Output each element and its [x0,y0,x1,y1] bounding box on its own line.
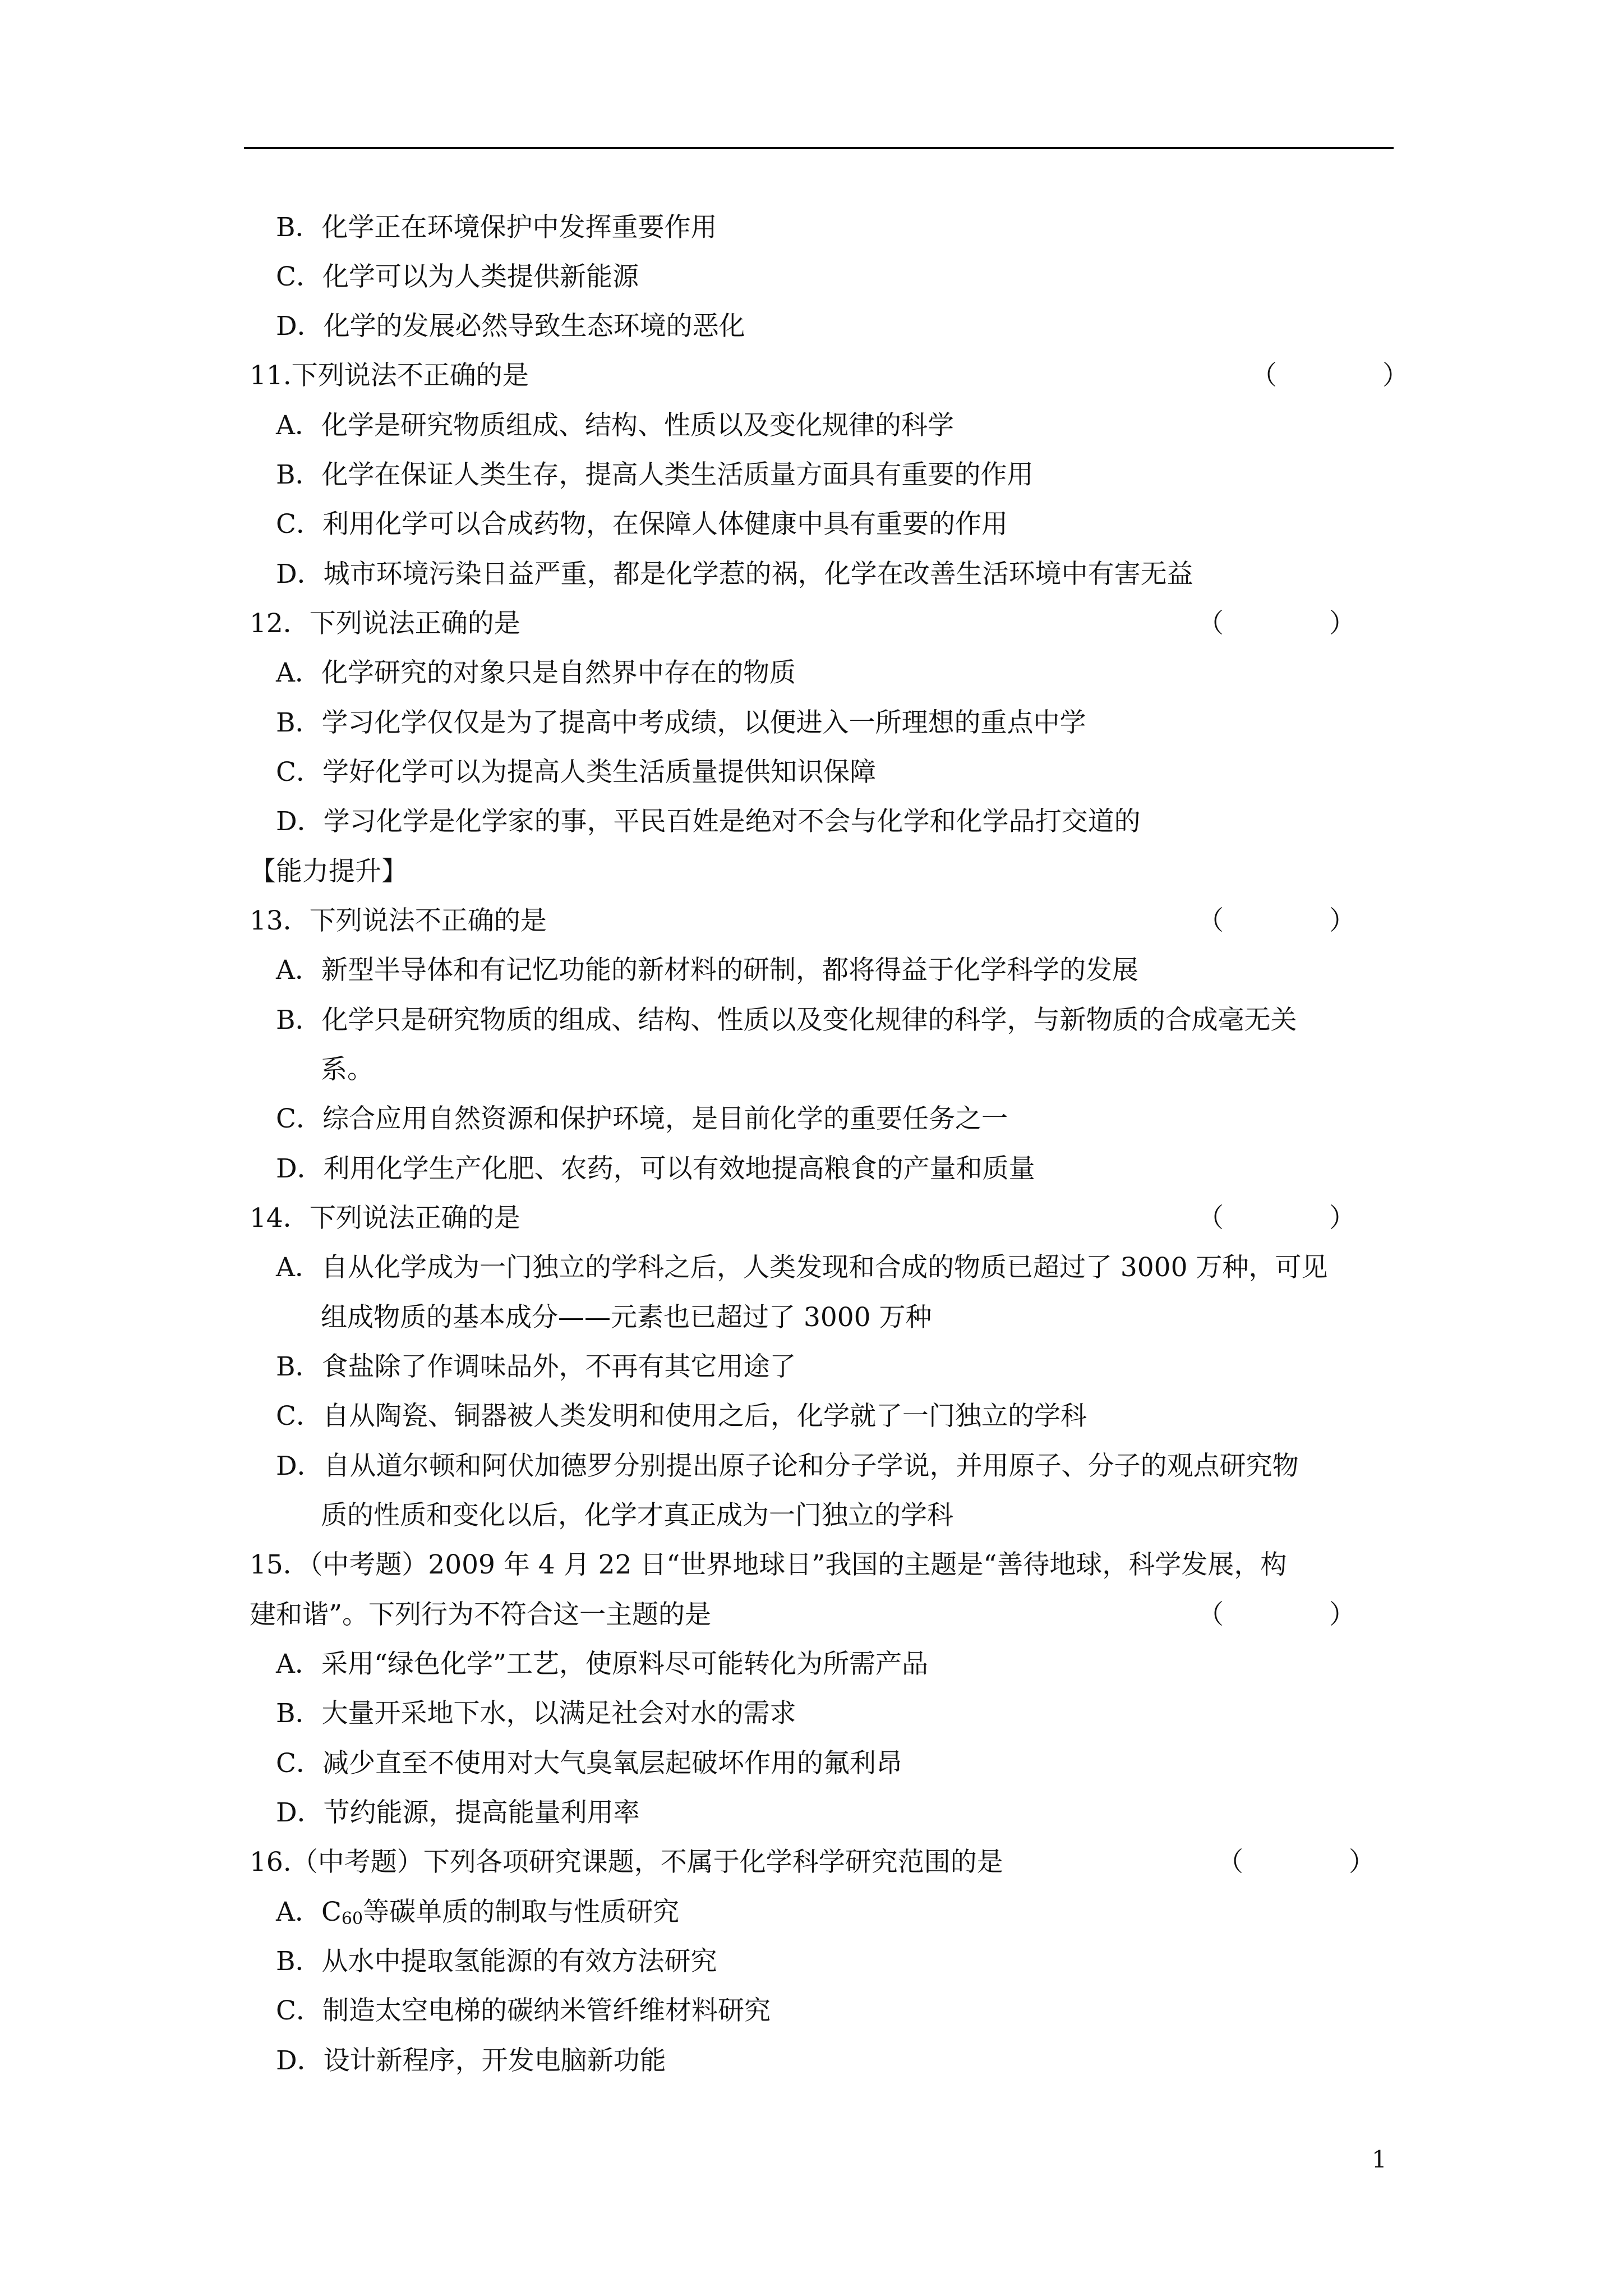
option-15-c: C．减少直至不使用对大气臭氧层起破坏作用的氟利昂 [276,1748,902,1779]
option-16-c: C．制造太空电梯的碳纳米管纤维材料研究 [276,1995,771,2026]
header-rule [244,147,1394,149]
page-number: 1 [1372,2146,1387,2173]
option-16-b: B．从水中提取氢能源的有效方法研究 [276,1946,717,1977]
question-14-stem: 14．下列说法正确的是 [250,1203,520,1234]
option-12-d: D．学习化学是化学家的事，平民百姓是绝对不会与化学和化学品打交道的 [276,806,1141,837]
option-14-b: B．食盐除了作调味品外，不再有其它用途了 [276,1351,796,1382]
option-12-b: B．学习化学仅仅是为了提高中考成绩，以便进入一所理想的重点中学 [276,707,1086,738]
option-14-d: D．自从道尔顿和阿伏加德罗分别提出原子论和分子学说，并用原子、分子的观点研究物 [276,1451,1299,1481]
option-11-a: A．化学是研究物质组成、结构、性质以及变化规律的科学 [276,410,954,441]
question-16-stem: 16.（中考题）下列各项研究课题，不属于化学科学研究范围的是 [250,1847,1003,1878]
option-11-b: B．化学在保证人类生存，提高人类生活质量方面具有重要的作用 [276,459,1034,490]
option-16-d: D．设计新程序，开发电脑新功能 [276,2045,666,2076]
section-heading: 【能力提升】 [250,856,408,887]
option-14-a-continued: 组成物质的基本成分——元素也已超过了 3000 万种 [321,1302,932,1333]
option-12-a: A．化学研究的对象只是自然界中存在的物质 [276,657,796,688]
question-12-answer-blank: （ ） [1197,608,1355,639]
question-13-answer-blank: （ ） [1197,905,1355,936]
question-13-stem: 13．下列说法不正确的是 [250,905,547,936]
question-15-stem-line2: 建和谐”。下列行为不符合这一主题的是 [250,1599,712,1630]
question-15-stem-line1: 15．（中考题）2009 年 4 月 22 日“世界地球日”我国的主题是“善待地球，科学发展，构 [250,1549,1287,1580]
option-12-c: C．学好化学可以为提高人类生活质量提供知识保障 [276,757,876,788]
option-13-b-continued: 系。 [321,1054,374,1085]
option-14-c: C．自从陶瓷、铜器被人类发明和使用之后，化学就了一门独立的学科 [276,1401,1087,1432]
option-15-d: D．节约能源，提高能量利用率 [276,1797,640,1828]
question-16-answer-blank: （ ） [1217,1847,1375,1878]
option-15-b: B．大量开采地下水，以满足社会对水的需求 [276,1698,796,1729]
option-11-c: C．利用化学可以合成药物，在保障人体健康中具有重要的作用 [276,509,1008,540]
option-13-c: C．综合应用自然资源和保护环境，是目前化学的重要任务之一 [276,1103,1008,1134]
option-16-a [276,1895,679,1936]
question-11-answer-blank: （ ） [1251,360,1409,391]
option-10-c: C．化学可以为人类提供新能源 [276,261,639,292]
option-15-a: A．采用“绿色化学”工艺，使原料尽可能转化为所需产品 [276,1649,928,1680]
option-13-a: A．新型半导体和有记忆功能的新材料的研制，都将得益于化学科学的发展 [276,955,1138,986]
question-12-stem: 12．下列说法正确的是 [250,608,520,639]
option-16-a-text: 等碳单质的制取与性质研究 [363,1897,680,1927]
option-13-b: B．化学只是研究物质的组成、结构、性质以及变化规律的科学，与新物质的合成毫无关 [276,1005,1297,1036]
option-16-a-prefix: A．C [276,1897,342,1927]
option-13-d: D．利用化学生产化肥、农药，可以有效地提高粮食的产量和质量 [276,1153,1035,1184]
option-10-d: D．化学的发展必然导致生态环境的恶化 [276,311,745,342]
option-14-d-continued: 质的性质和变化以后，化学才真正成为一门独立的学科 [321,1500,953,1531]
question-14-answer-blank: （ ） [1197,1203,1355,1234]
option-16-a-subscript: 60 [341,1909,363,1929]
option-14-a: A．自从化学成为一门独立的学科之后，人类发现和合成的物质已超过了 3000 万种，可见 [276,1252,1328,1283]
option-10-b: B．化学正在环境保护中发挥重要作用 [276,212,717,243]
question-15-answer-blank: （ ） [1197,1599,1355,1630]
option-11-d: D．城市环境污染日益严重，都是化学惹的祸，化学在改善生活环境中有害无益 [276,559,1193,590]
question-11-stem: 11.下列说法不正确的是 [250,360,529,391]
